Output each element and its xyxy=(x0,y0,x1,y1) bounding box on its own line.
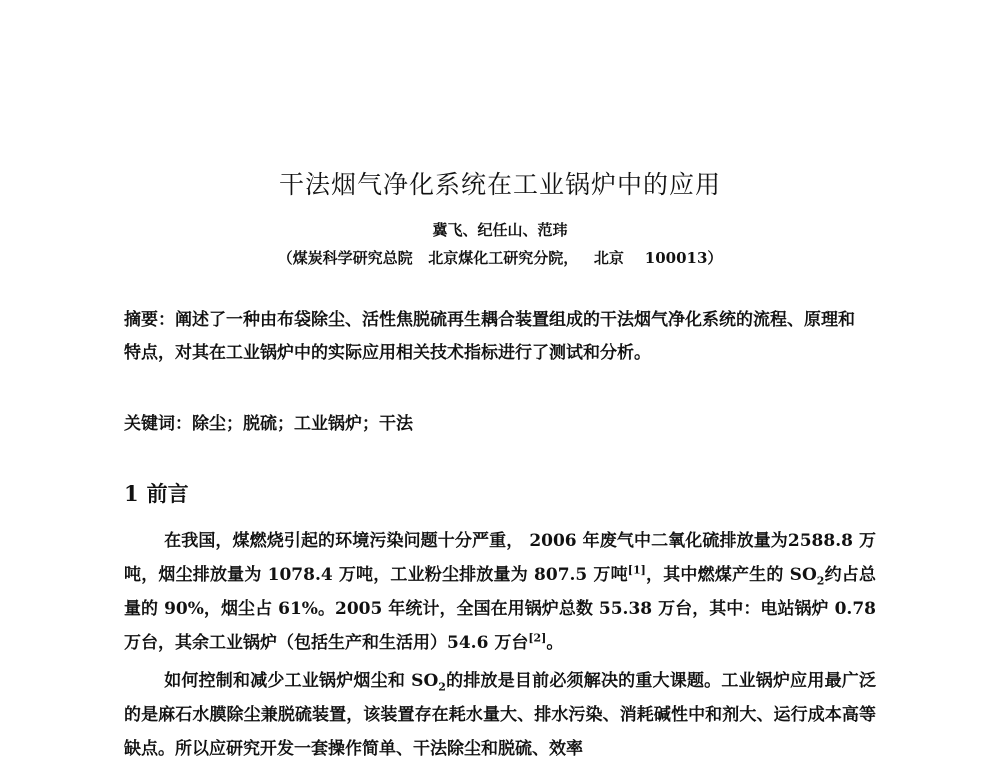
section-title: 前言 xyxy=(146,481,189,506)
abstract-label: 摘要： xyxy=(124,310,175,330)
paragraph-text: 如何控制和减少工业锅炉烟尘和 SO xyxy=(164,671,439,691)
citation-ref: [1] xyxy=(627,563,646,577)
paragraph-text: 的排放是目前必须解决的重大课题。工业锅炉应用最广泛的是麻石水膜除尘兼脱硫装置，该装置存在耗水量大、排水污染、消耗碱性中和剂大、运行成本高等缺点。所以应研究开发一套操作简单、干法除尘和脱硫、效率 xyxy=(124,671,876,759)
paper-title: 干法烟气净化系统在工业锅炉中的应用 xyxy=(278,170,721,199)
paragraph-text: ，其中燃煤产生的 SO xyxy=(645,565,817,585)
section-number: 1 xyxy=(124,481,139,506)
body-paragraph-2 xyxy=(124,664,876,766)
author-list: 冀飞、纪任山、范玮 xyxy=(432,221,568,239)
body-paragraph-1 xyxy=(124,524,876,660)
abstract xyxy=(124,304,864,370)
paragraph-text: 约占总量的 90%，烟尘占 61%。2005 年统计，全国在用锅炉总数 55.38 万台，其中：电站锅炉 0.78 万台，其余工业锅炉（包括生产和生活用）54.6 万台 xyxy=(124,565,876,653)
abstract-text: 阐述了一种由布袋除尘、活性焦脱硫再生耦合装置组成的干法烟气净化系统的流程、原理和特点，对其在工业锅炉中的实际应用相关技术指标进行了测试和分析。 xyxy=(124,310,855,363)
citation-ref: [2] xyxy=(528,631,547,645)
keywords xyxy=(124,408,864,441)
subscript: 2 xyxy=(438,680,446,694)
paragraph-text: 。 xyxy=(546,633,564,653)
keywords-text: 除尘；脱硫；工业锅炉；干法 xyxy=(192,414,413,434)
section-heading-1 xyxy=(124,478,189,510)
author-affiliation: （煤炭科学研究总院 北京煤化工研究分院， 北京 100013） xyxy=(277,249,723,267)
subscript: 2 xyxy=(816,574,825,588)
keywords-label: 关键词： xyxy=(124,414,192,434)
paragraph-text: 在我国，煤燃烧引起的环境污染问题十分严重， 2006 年废气中二氧化硫排放量为2588.8 万吨，烟尘排放量为 1078.4 万吨，工业粉尘排放量为 807.5 万吨 xyxy=(124,531,876,585)
